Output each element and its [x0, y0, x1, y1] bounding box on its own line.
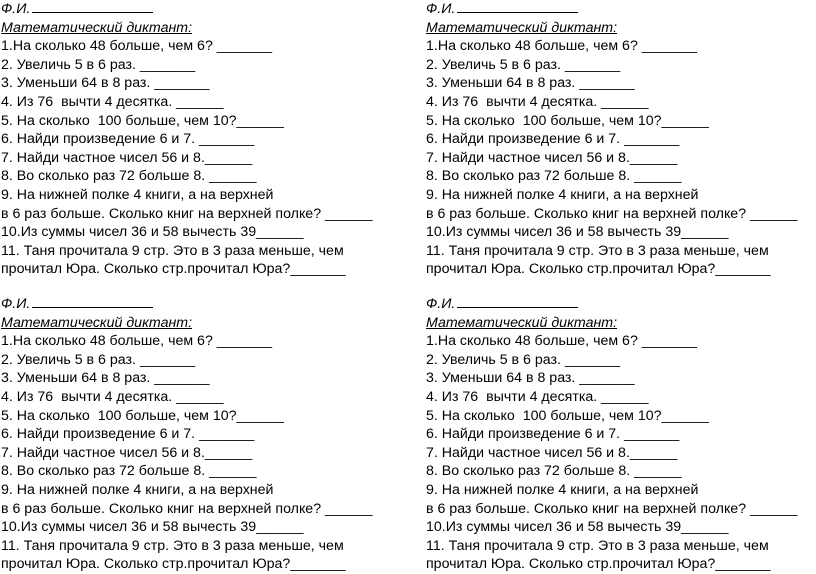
question-9-line-1: 9. На нижней полке 4 книги, а на верхней	[1, 481, 274, 498]
fio-blank-line	[32, 0, 153, 13]
question-4: 4. Из 76 вычти 4 десятка. ______	[426, 93, 649, 110]
fio-row	[1, 295, 401, 314]
question-5: 5. На сколько 100 больше, чем 10?______	[426, 112, 709, 129]
question-9-line-1: 9. На нижней полке 4 книги, а на верхней	[1, 186, 274, 203]
fio-row	[426, 295, 816, 314]
question-5: 5. На сколько 100 больше, чем 10?______	[1, 407, 284, 424]
fio-blank-line	[457, 0, 578, 13]
question-8: 8. Во сколько раз 72 больше 8. ______	[1, 463, 257, 480]
question-7: 7. Найди частное чисел 56 и 8.______	[1, 149, 253, 166]
dictation-title: Математический диктант:	[426, 314, 618, 331]
question-7: 7. Найди частное чисел 56 и 8.______	[426, 444, 678, 461]
fio-blank-line	[32, 295, 153, 308]
fio-row	[426, 0, 816, 19]
question-4: 4. Из 76 вычти 4 десятка. ______	[426, 388, 649, 405]
fio-row	[1, 0, 401, 19]
fio-label: Ф.И.	[1, 296, 31, 312]
question-7: 7. Найди частное чисел 56 и 8.______	[426, 149, 678, 166]
question-6: 6. Найди произведение 6 и 7. _______	[426, 131, 680, 148]
question-1: 1.На сколько 48 больше, чем 6? _______	[426, 333, 698, 350]
question-11-line-2: прочитал Юра. Сколько стр.прочитал Юра?_______	[426, 261, 771, 278]
fio-label: Ф.И.	[426, 296, 456, 312]
dictation-title: Математический диктант:	[1, 314, 193, 331]
question-11-line-1: 11. Таня прочитала 9 стр. Это в 3 раза меньше, чем	[1, 242, 344, 259]
question-4: 4. Из 76 вычти 4 десятка. ______	[1, 93, 224, 110]
question-9-line-1: 9. На нижней полке 4 книги, а на верхней	[426, 186, 699, 203]
question-8: 8. Во сколько раз 72 больше 8. ______	[426, 463, 682, 480]
worksheet-card-top-left	[1, 0, 401, 279]
question-11-line-1: 11. Таня прочитала 9 стр. Это в 3 раза меньше, чем	[1, 537, 344, 554]
question-10: 10.Из суммы чисел 36 и 58 вычесть 39______	[1, 519, 304, 536]
question-11-line-2: прочитал Юра. Сколько стр.прочитал Юра?_______	[1, 261, 346, 278]
question-5: 5. На сколько 100 больше, чем 10?______	[1, 112, 284, 129]
question-1: 1.На сколько 48 больше, чем 6? _______	[1, 38, 273, 55]
question-3: 3. Уменьши 64 в 8 раз. _______	[426, 370, 635, 387]
question-10: 10.Из суммы чисел 36 и 58 вычесть 39______	[426, 519, 729, 536]
fio-label: Ф.И.	[1, 1, 31, 17]
question-3: 3. Уменьши 64 в 8 раз. _______	[1, 75, 210, 92]
question-2: 2. Увеличь 5 в 6 раз. _______	[426, 351, 621, 368]
worksheet-card-bottom-left	[1, 295, 401, 574]
dictation-title: Математический диктант:	[1, 19, 193, 36]
question-8: 8. Во сколько раз 72 больше 8. ______	[426, 168, 682, 185]
question-9-line-2: в 6 раз больше. Сколько книг на верхней полке? ______	[426, 205, 798, 222]
question-7: 7. Найди частное чисел 56 и 8.______	[1, 444, 253, 461]
worksheet-card-top-right	[426, 0, 816, 279]
question-4: 4. Из 76 вычти 4 десятка. ______	[1, 388, 224, 405]
question-11-line-1: 11. Таня прочитала 9 стр. Это в 3 раза меньше, чем	[426, 242, 769, 259]
question-2: 2. Увеличь 5 в 6 раз. _______	[1, 351, 196, 368]
question-1: 1.На сколько 48 больше, чем 6? _______	[1, 333, 273, 350]
question-6: 6. Найди произведение 6 и 7. _______	[1, 426, 255, 443]
question-8: 8. Во сколько раз 72 больше 8. ______	[1, 168, 257, 185]
worksheet-card-bottom-right	[426, 295, 816, 574]
question-11-line-2: прочитал Юра. Сколько стр.прочитал Юра?_______	[426, 556, 771, 573]
question-3: 3. Уменьши 64 в 8 раз. _______	[426, 75, 635, 92]
question-9-line-2: в 6 раз больше. Сколько книг на верхней полке? ______	[1, 500, 373, 517]
question-10: 10.Из суммы чисел 36 и 58 вычесть 39______	[426, 224, 729, 241]
fio-label: Ф.И.	[426, 1, 456, 17]
question-10: 10.Из суммы чисел 36 и 58 вычесть 39______	[1, 224, 304, 241]
question-6: 6. Найди произведение 6 и 7. _______	[1, 131, 255, 148]
question-5: 5. На сколько 100 больше, чем 10?______	[426, 407, 709, 424]
question-6: 6. Найди произведение 6 и 7. _______	[426, 426, 680, 443]
question-9-line-1: 9. На нижней полке 4 книги, а на верхней	[426, 481, 699, 498]
question-3: 3. Уменьши 64 в 8 раз. _______	[1, 370, 210, 387]
question-2: 2. Увеличь 5 в 6 раз. _______	[426, 56, 621, 73]
fio-blank-line	[457, 295, 578, 308]
question-9-line-2: в 6 раз больше. Сколько книг на верхней полке? ______	[426, 500, 798, 517]
question-1: 1.На сколько 48 больше, чем 6? _______	[426, 38, 698, 55]
question-11-line-2: прочитал Юра. Сколько стр.прочитал Юра?_______	[1, 556, 346, 573]
dictation-title: Математический диктант:	[426, 19, 618, 36]
question-11-line-1: 11. Таня прочитала 9 стр. Это в 3 раза меньше, чем	[426, 537, 769, 554]
question-9-line-2: в 6 раз больше. Сколько книг на верхней полке? ______	[1, 205, 373, 222]
question-2: 2. Увеличь 5 в 6 раз. _______	[1, 56, 196, 73]
